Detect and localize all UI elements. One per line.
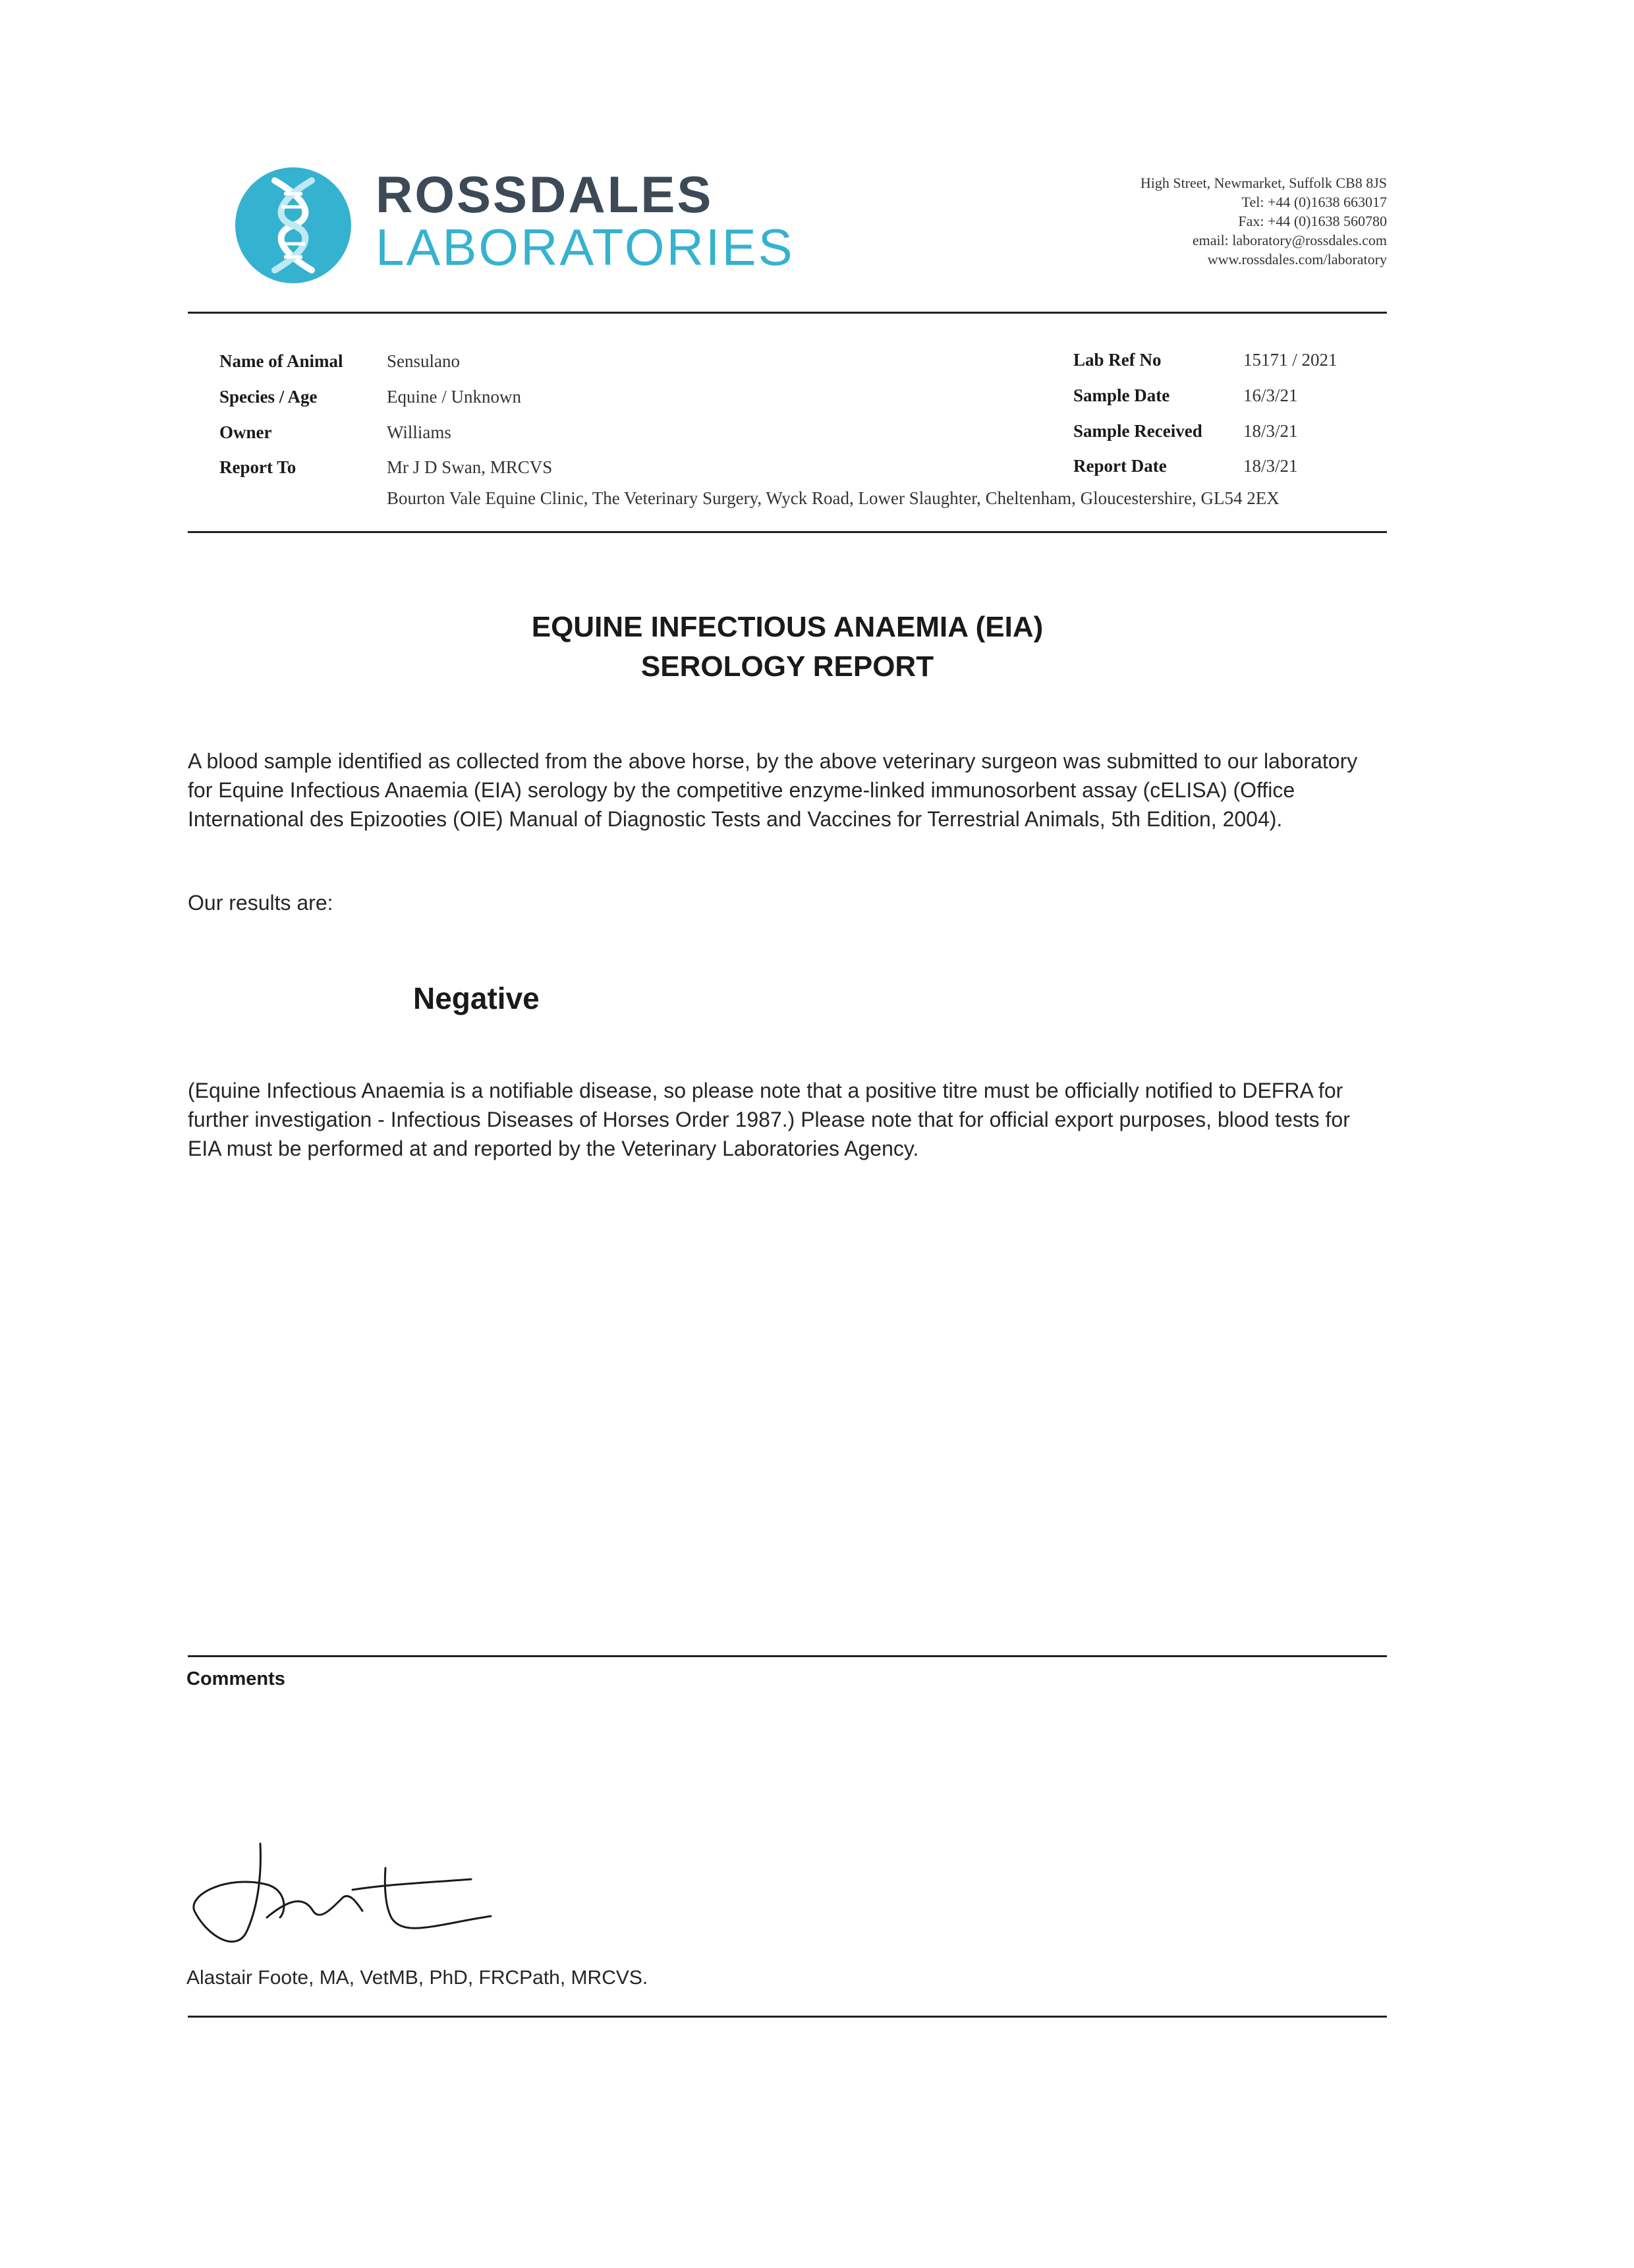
name-value: Sensulano	[387, 351, 460, 371]
comments-label: Comments	[186, 1668, 285, 1689]
owner-label: Owner	[219, 422, 272, 442]
species-label: Species / Age	[219, 387, 318, 407]
comments-divider	[188, 1655, 1387, 1657]
address-email: email: laboratory@rossdales.com	[1192, 232, 1387, 248]
sample-received-label: Sample Received	[1073, 421, 1202, 441]
report-date-label: Report Date	[1073, 456, 1167, 476]
footer-divider	[188, 2016, 1387, 2018]
rossdales-logo-icon	[234, 166, 352, 285]
address-phone: Tel: +44 (0)1638 663017	[1241, 194, 1387, 210]
brand-name-line1: ROSSDALES	[376, 165, 714, 223]
sample-received-value: 18/3/21	[1243, 421, 1298, 441]
report-date-value: 18/3/21	[1243, 456, 1298, 476]
notifiable-note: (Equine Infectious Anaemia is a notifiable disease, so please note that a positive titre must be officially notified to DEFRA for further investigation - Infectious Diseases of Horses Order 1987.) Please note that for official export purposes, blood tests for EIA must be performed at and reported by the Veterinary Laboratories Agency.	[188, 1079, 1350, 1160]
header-divider	[188, 312, 1387, 314]
report-title-line1: EQUINE INFECTIOUS ANAEMIA (EIA)	[531, 611, 1044, 643]
test-result: Negative	[413, 981, 540, 1015]
species-value: Equine / Unknown	[387, 387, 521, 407]
report-title	[0, 608, 1575, 687]
brand-name-line2: LABORATORIES	[376, 218, 795, 276]
report-title-line2: SEROLOGY REPORT	[640, 650, 934, 683]
results-intro: Our results are:	[188, 891, 333, 915]
address-line: High Street, Newmarket, Suffolk CB8 8JS	[1140, 175, 1387, 191]
details-divider	[188, 531, 1387, 533]
report-to-label: Report To	[219, 457, 296, 477]
report-to-address: Bourton Vale Equine Clinic, The Veterinary Surgery, Wyck Road, Lower Slaughter, Cheltenham, Gloucestershire, GL54 2EX	[387, 488, 1280, 508]
intro-paragraph: A blood sample identified as collected from the above horse, by the above veterinary surgeon was submitted to our laboratory for Equine Infectious Anaemia (EIA) serology by the competitive enzyme-linked immunosorbent assay (cELISA) (Office International des Epizooties (OIE) Manual of Diagnostic Tests and Vaccines for Terrestrial Animals, 5th Edition, 2004).	[188, 749, 1358, 831]
lab-address	[1141, 173, 1387, 269]
address-fax: Fax: +44 (0)1638 560780	[1238, 213, 1387, 229]
address-website: www.rossdales.com/laboratory	[1207, 251, 1387, 268]
report-to-value: Mr J D Swan, MRCVS	[387, 457, 553, 477]
owner-value: Williams	[387, 422, 451, 442]
name-label: Name of Animal	[219, 351, 343, 371]
lab-ref-label: Lab Ref No	[1073, 350, 1162, 370]
signatory-name: Alastair Foote, MA, VetMB, PhD, FRCPath, MRCVS.	[186, 1967, 648, 1989]
signature-graphic	[188, 1838, 504, 1957]
sample-date-label: Sample Date	[1073, 385, 1170, 405]
sample-date-value: 16/3/21	[1243, 385, 1298, 405]
lab-ref-value: 15171 / 2021	[1243, 350, 1338, 370]
